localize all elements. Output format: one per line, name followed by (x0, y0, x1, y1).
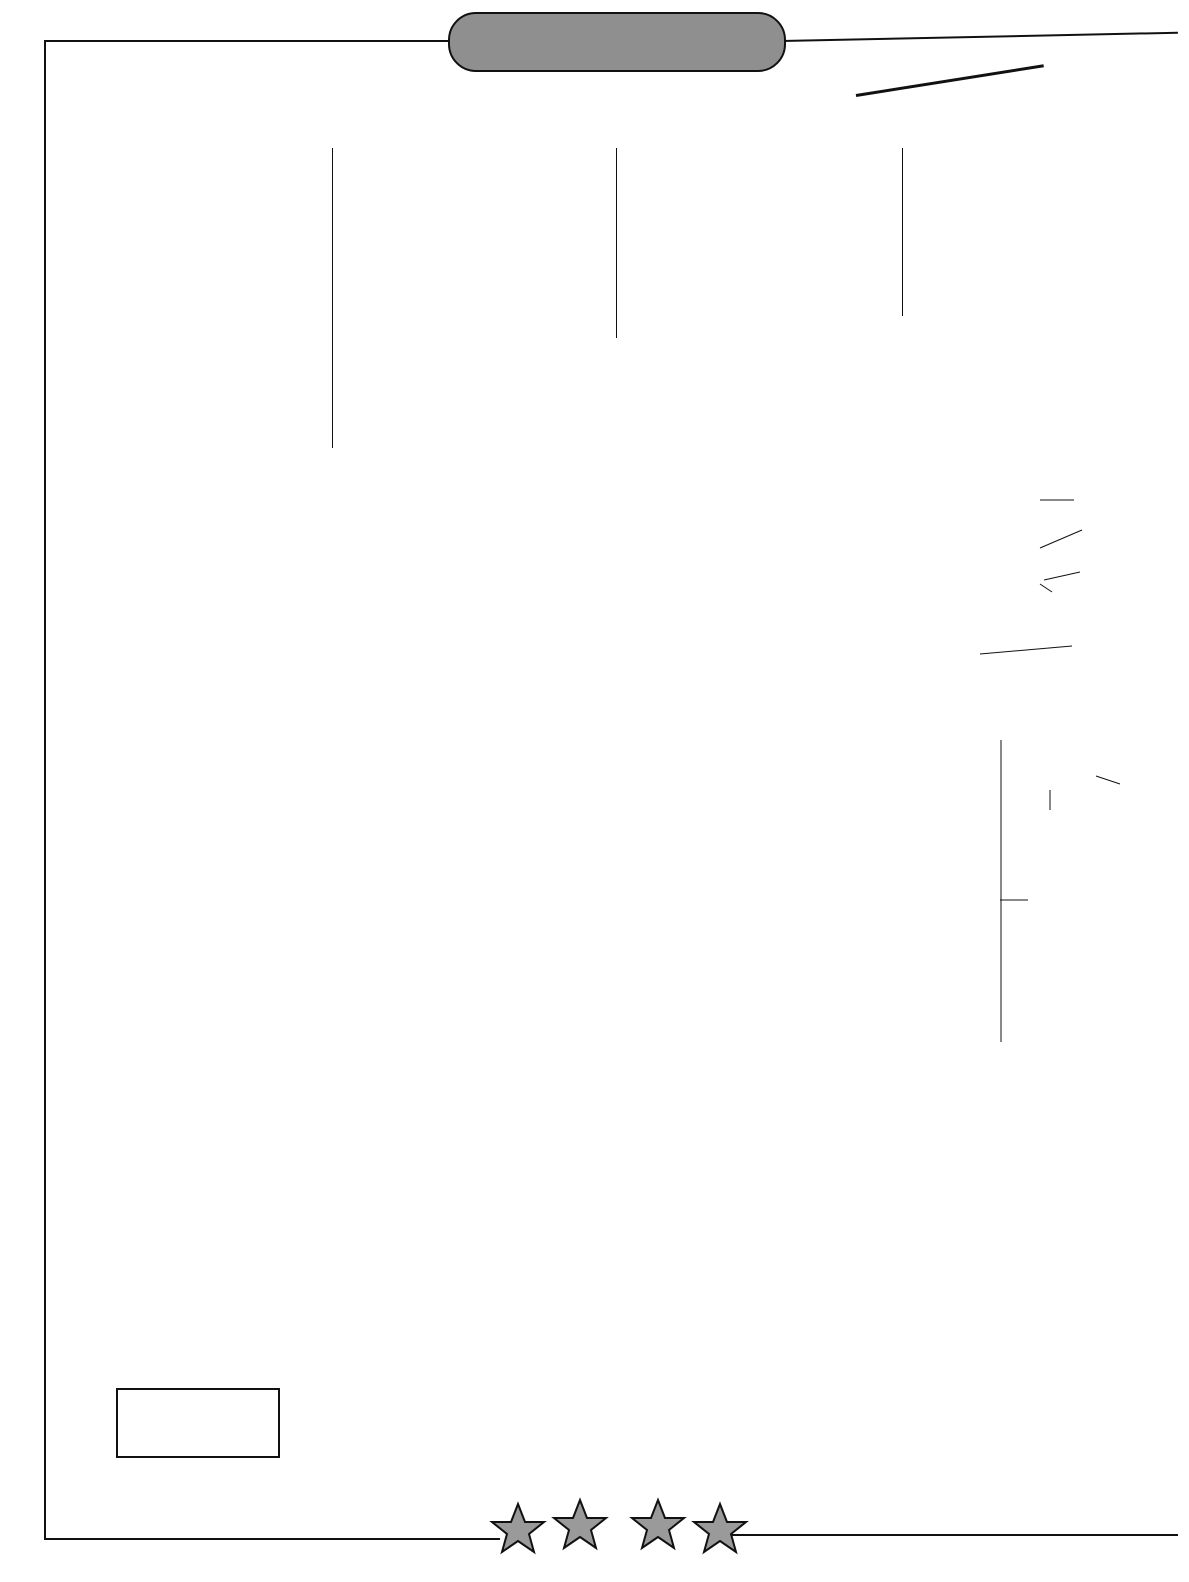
annotation-leaders (980, 500, 1120, 1042)
gauge-box (116, 1388, 280, 1458)
star-shapes (492, 1500, 746, 1552)
difficulty-badge (488, 1494, 750, 1568)
